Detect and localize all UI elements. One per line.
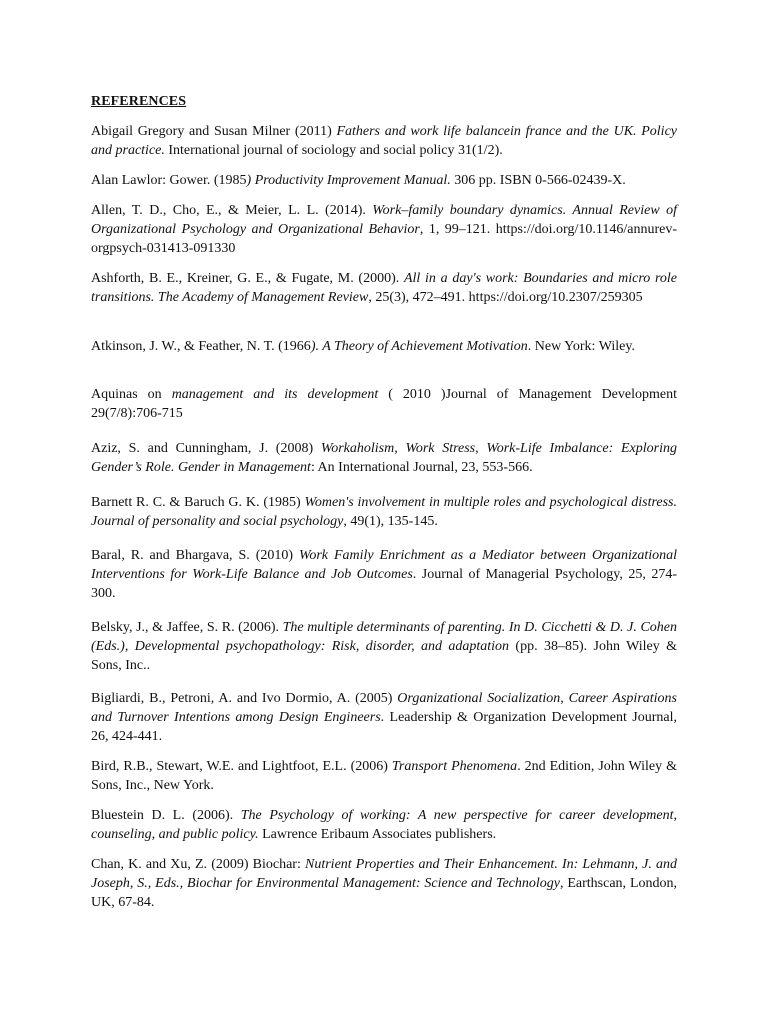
reference-entry	[91, 806, 677, 844]
reference-text: Bigliardi, B., Petroni, A. and Ivo Dormio, A. (2005)	[91, 691, 398, 706]
references-heading: REFERENCES	[91, 94, 187, 109]
reference-entry	[91, 855, 677, 912]
reference-text: Baral, R. and Bhargava, S. (2010)	[91, 548, 299, 563]
reference-title-text: The Psychology of working: A new perspective for career development, counseling, and public policy.	[91, 808, 677, 842]
reference-text: , 49(1), 135-145.	[343, 514, 438, 529]
reference-text: . 2nd Edition, John Wiley & Sons, Inc., New York.	[91, 759, 678, 793]
reference-text: International journal of sociology and social policy 31(1/2).	[164, 143, 503, 158]
reference-text: 306 pp. ISBN 0-566-02439-X.	[450, 173, 626, 188]
reference-text: . Leadership & Organization Development Journal, 26, 424-441.	[91, 710, 677, 744]
reference-text: Aziz, S. and Cunningham, J. (2008)	[91, 441, 321, 456]
reference-title-text: ) Productivity Improvement Manual.	[246, 173, 451, 188]
reference-entry	[91, 171, 677, 190]
reference-title-text: All in a day's work: Boundaries and micro role transitions. The Academy of Management Review	[91, 271, 678, 305]
reference-text: Barnett R. C. & Baruch G. K. (1985)	[91, 495, 305, 510]
reference-entry	[91, 269, 677, 307]
reference-text: Abigail Gregory and Susan Milner (2011)	[91, 124, 337, 139]
reference-entry	[91, 337, 677, 356]
reference-title-text: management and its development	[171, 387, 379, 402]
reference-text: : An International Journal, 23, 553-566.	[310, 460, 533, 475]
reference-text: Allen, T. D., Cho, E., & Meier, L. L. (2014).	[91, 203, 373, 218]
reference-text: Lawrence Eribaum Associates publishers.	[258, 827, 497, 842]
reference-text: (pp. 38–85). John Wiley & Sons, Inc..	[91, 639, 678, 673]
reference-title-text: Organizational Socialization, Career Aspirations and Turnover Intentions among Design Engineers	[91, 691, 677, 725]
reference-text: , 25(3), 472–491. https://doi.org/10.2307/259305	[368, 290, 643, 305]
reference-text: Atkinson, J. W., & Feather, N. T. (1966	[91, 339, 311, 354]
reference-text: Bluestein D. L. (2006).	[91, 808, 241, 823]
reference-text: Alan Lawlor: Gower. (1985	[91, 173, 247, 188]
reference-entry	[91, 385, 677, 423]
reference-text: Belsky, J., & Jaffee, S. R. (2006).	[91, 620, 283, 635]
reference-title-text: Work Family Enrichment as a Mediator between Organizational Interventions for Work-Life Balance and Job Outcomes	[91, 548, 678, 582]
reference-text: . New York: Wiley.	[527, 339, 635, 354]
reference-entry	[91, 493, 677, 531]
reference-text: Bird, R.B., Stewart, W.E. and Lightfoot, E.L. (2006)	[91, 759, 392, 774]
reference-entry	[91, 122, 677, 160]
reference-entry	[91, 546, 677, 603]
reference-text: ( 2010 )Journal of Management Development 29(7/8):706-715	[91, 387, 677, 421]
reference-text: Ashforth, B. E., Kreiner, G. E., & Fugate, M. (2000).	[91, 271, 404, 286]
reference-text: , Earthscan, London, UK, 67-84.	[91, 876, 677, 910]
reference-text: , 1, 99–121. https://doi.org/10.1146/annurev-orgpsych-031413-091330	[91, 222, 677, 256]
reference-text: Chan, K. and Xu, Z. (2009) Biochar:	[91, 857, 305, 872]
reference-title-text: Workaholism, Work Stress, Work-Life Imbalance: Exploring Gender’s Role. Gender in Management	[91, 441, 678, 475]
reference-title-text: Nutrient Properties and Their Enhancement. In: Lehmann, J. and Joseph, S., Eds., Biochar for Environmental Management: Science and Technology	[91, 857, 677, 891]
reference-title-text: Women's involvement in multiple roles and psychological distress. Journal of personality and social psychology	[91, 495, 677, 529]
reference-title-text: Work–family boundary dynamics. Annual Review of Organizational Psychology and Organizational Behavior	[91, 203, 677, 237]
reference-text: . Journal of Managerial Psychology, 25, 274-300.	[91, 567, 677, 601]
reference-entry	[91, 618, 677, 675]
reference-title-text: ). A Theory of Achievement Motivation	[310, 339, 528, 354]
reference-entry	[91, 757, 677, 795]
reference-entry	[91, 439, 677, 477]
reference-text: Aquinas on	[91, 387, 172, 402]
reference-entry	[91, 689, 677, 746]
reference-title-text: Transport Phenomena	[391, 759, 518, 774]
reference-entry	[91, 201, 677, 258]
reference-title-text: Fathers and work life balancein france and the UK. Policy and practice.	[91, 124, 677, 158]
reference-title-text: The multiple determinants of parenting. In D. Cicchetti & D. J. Cohen (Eds.), Developmental psychopathology: Risk, disorder, and adaptation	[91, 620, 677, 654]
